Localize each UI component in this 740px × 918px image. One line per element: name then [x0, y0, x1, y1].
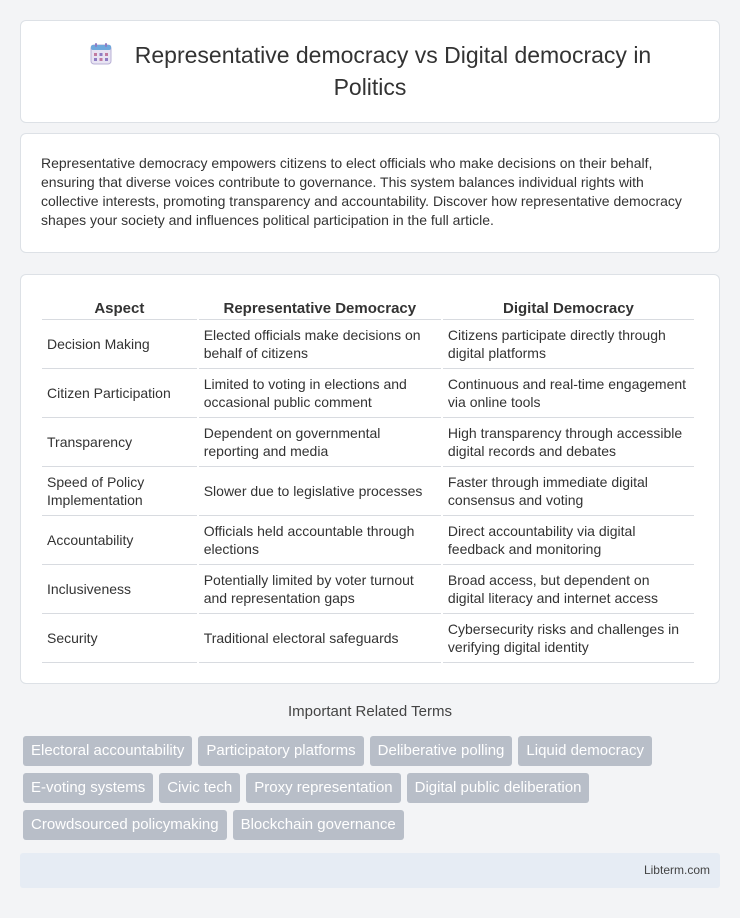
tag-electoral-accountability[interactable]: Electoral accountability: [23, 736, 192, 766]
table-row: [42, 418, 694, 467]
cell-aspect: Citizen Participation: [42, 369, 197, 418]
cell-aspect: Security: [42, 614, 197, 663]
cell-digital: Broad access, but dependent on digital literacy and internet access: [443, 565, 694, 614]
calendar-icon: [89, 42, 113, 73]
related-terms-title: Important Related Terms: [288, 703, 452, 720]
related-terms-list: [23, 736, 723, 847]
cell-aspect: Accountability: [42, 516, 197, 565]
tag-civic-tech[interactable]: Civic tech: [159, 773, 240, 803]
cell-representative: Dependent on governmental reporting and media: [199, 418, 441, 467]
cell-aspect: Inclusiveness: [42, 565, 197, 614]
cell-aspect: Decision Making: [42, 320, 197, 369]
page-title-wrap: [61, 41, 679, 102]
cell-representative: Traditional electoral safeguards: [199, 614, 441, 663]
cell-aspect: Speed of Policy Implementation: [42, 467, 197, 516]
cell-aspect: Transparency: [42, 418, 197, 467]
cell-representative: Slower due to legislative processes: [199, 467, 441, 516]
cell-digital: Citizens participate directly through digital platforms: [443, 320, 694, 369]
tag-row: [23, 810, 723, 840]
tag-row: [23, 773, 723, 803]
tag-row: [23, 736, 723, 766]
table-row: [42, 614, 694, 663]
table-row: [42, 565, 694, 614]
footer-site-link[interactable]: Libterm.com: [643, 863, 710, 877]
tag-liquid-democracy[interactable]: Liquid democracy: [518, 736, 652, 766]
title-card: [20, 20, 720, 123]
tag-blockchain-governance[interactable]: Blockchain governance: [233, 810, 404, 840]
cell-digital: Cybersecurity risks and challenges in verifying digital identity: [443, 614, 694, 663]
tag-participatory-platforms[interactable]: Participatory platforms: [198, 736, 363, 766]
cell-digital: Faster through immediate digital consensus and voting: [443, 467, 694, 516]
tag-proxy-representation[interactable]: Proxy representation: [246, 773, 400, 803]
tag-e-voting-systems[interactable]: E-voting systems: [23, 773, 153, 803]
header-aspect: Aspect: [42, 295, 197, 320]
header-digital: Digital Democracy: [443, 295, 694, 320]
footer: [20, 853, 720, 888]
tag-digital-public-deliberation[interactable]: Digital public deliberation: [407, 773, 590, 803]
table-header-row: [42, 295, 694, 320]
intro-card: [20, 133, 720, 253]
tag-deliberative-polling[interactable]: Deliberative polling: [370, 736, 513, 766]
comparison-table: [40, 295, 696, 663]
table-row: [42, 320, 694, 369]
page-title: Representative democracy vs Digital democracy in Politics: [134, 42, 652, 100]
cell-representative: Limited to voting in elections and occasional public comment: [199, 369, 441, 418]
table-row: [42, 467, 694, 516]
cell-representative: Officials held accountable through elections: [199, 516, 441, 565]
cell-digital: Continuous and real-time engagement via online tools: [443, 369, 694, 418]
header-representative: Representative Democracy: [199, 295, 441, 320]
cell-representative: Potentially limited by voter turnout and representation gaps: [199, 565, 441, 614]
intro-text: Representative democracy empowers citizens to elect officials who make decisions on their behalf, ensuring that diverse voices contribute to governance. This system balances individual rights with collective interests, promoting transparency and accountability. Discover how representative democracy shapes your society and influences political participation in the full article.: [41, 155, 682, 228]
tag-crowdsourced-policymaking[interactable]: Crowdsourced policymaking: [23, 810, 227, 840]
table-row: [42, 369, 694, 418]
table-row: [42, 516, 694, 565]
cell-digital: Direct accountability via digital feedback and monitoring: [443, 516, 694, 565]
comparison-table-card: [20, 274, 720, 684]
cell-representative: Elected officials make decisions on behalf of citizens: [199, 320, 441, 369]
cell-digital: High transparency through accessible digital records and debates: [443, 418, 694, 467]
